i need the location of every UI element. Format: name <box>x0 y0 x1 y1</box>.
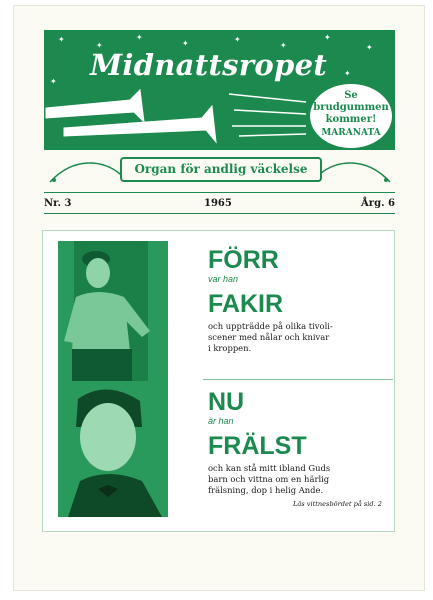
before-label: FAKIR <box>208 290 283 318</box>
after-label: FRÄLST <box>208 432 307 460</box>
issue-number: Nr. 3 <box>44 198 72 209</box>
top-rule <box>44 192 395 193</box>
badge-line-2: brudgummen <box>313 102 389 113</box>
issue-year: 1965 <box>204 198 232 209</box>
before-headline: FÖRR <box>208 246 279 274</box>
badge <box>310 84 392 148</box>
page-reference-note: Läs vittnesbördet på sid. 2 <box>292 500 382 508</box>
badge-line-1: Se <box>344 90 358 101</box>
panel-divider <box>203 379 393 380</box>
before-connector: var han <box>208 274 239 284</box>
after-body-line: frälsning, dop i helig Ande. <box>208 485 324 495</box>
before-photo <box>58 241 168 381</box>
after-text <box>208 389 398 508</box>
after-body-line: och kan stå mitt ibland Guds <box>208 463 331 473</box>
badge-footer: MARANATA <box>321 128 381 138</box>
after-connector: är han <box>208 416 234 426</box>
before-body-line: i kroppen. <box>208 343 252 353</box>
masthead-subtitle: Organ för andlig väckelse <box>120 157 322 182</box>
after-photo <box>58 381 168 517</box>
issue-volume: Årg. 6 <box>361 198 395 209</box>
before-body-line: och uppträdde på olika tivoli- <box>208 321 333 331</box>
before-text <box>208 247 398 354</box>
masthead-title: Midnattsropet <box>90 48 328 82</box>
after-headline: NU <box>208 388 245 416</box>
badge-line-3: kommer! <box>325 114 377 125</box>
masthead: ✦ ✦ ✦ ✦ ✦ ✦ ✦ ✦ ✦ ✦ Midnattsropet Se brudgummen kommer! MARANATA <box>44 30 395 150</box>
bottom-rule <box>44 213 395 214</box>
before-body-line: scener med nålar och knivar <box>208 332 330 342</box>
feature-panel <box>42 230 395 532</box>
after-body-line: barn och vittna om en härlig <box>208 474 330 484</box>
